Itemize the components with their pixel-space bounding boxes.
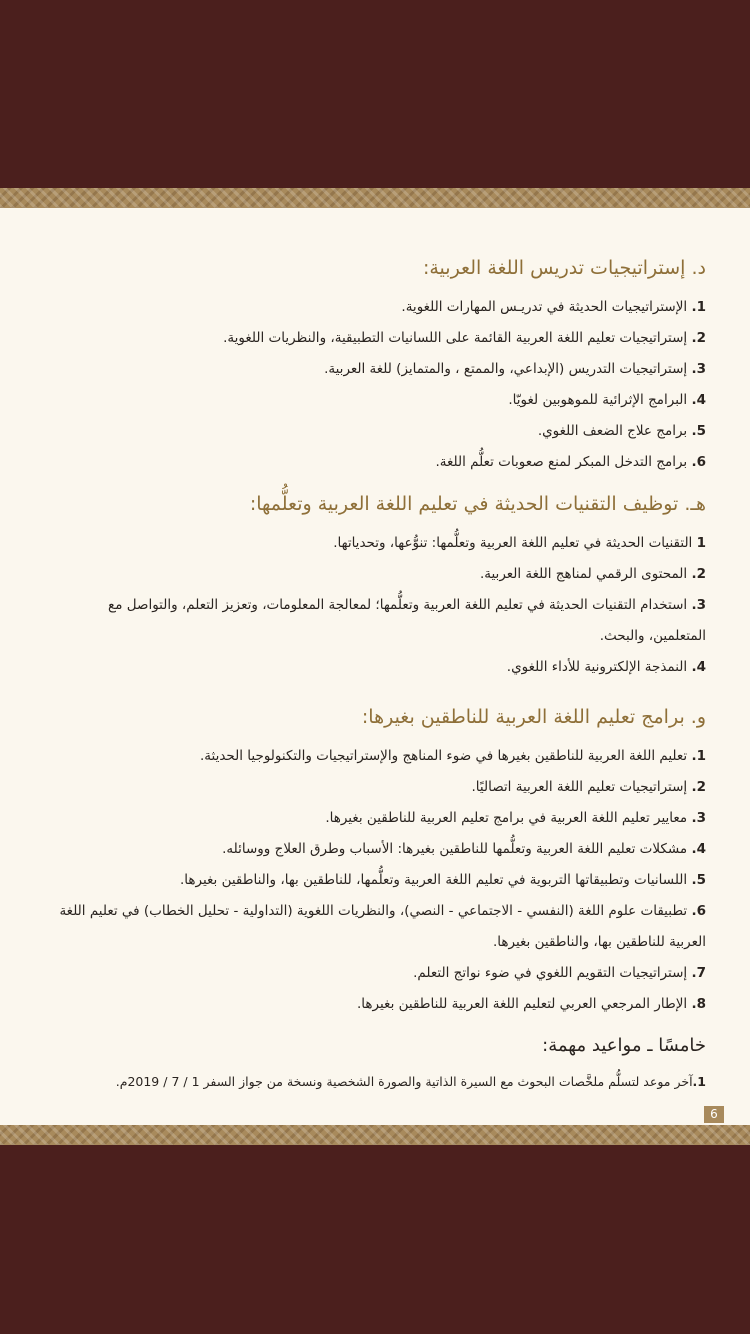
item-text: إستراتيجيات التقويم اللغوي في ضوء نواتج التعلم.	[413, 965, 692, 981]
document-page	[0, 208, 750, 1125]
item-number: 1.	[691, 748, 706, 764]
item-number: 4.	[691, 392, 706, 408]
bottom-ornament-band	[0, 1125, 750, 1145]
item-text: إستراتيجيات التدريس (الإبداعي، والممتع ، والمتمايز) للغة العربية.	[324, 361, 692, 377]
list-item	[50, 834, 706, 865]
item-text: اللسانيات وتطبيقاتها التربوية في تعليم اللغة العربية وتعلُّمها، للناطقين بها، والناطقين بغيرها.	[179, 872, 692, 888]
list-item	[50, 741, 706, 772]
item-number: 3.	[691, 810, 706, 826]
item-text: التقنيات الحديثة في تعليم اللغة العربية وتعلُّمها: تنوُّعها، وتحدياتها.	[333, 535, 697, 551]
list-item	[50, 354, 706, 385]
item-number: 4.	[691, 659, 706, 675]
item-text: استخدام التقنيات الحديثة في تعليم اللغة العربية وتعلُّمها؛ لمعالجة المعلومات، وتعزيز التعلم، والتواصل مع المتعلمين، والبحث.	[108, 597, 706, 644]
item-number: 1.	[692, 1074, 706, 1089]
item-text: البرامج الإثرائية للموهوبين لغويّا.	[508, 392, 692, 408]
item-number: 7.	[691, 965, 706, 981]
item-text: برامج التدخل المبكر لمنع صعوبات تعلُّم اللغة.	[435, 454, 692, 470]
list-item	[50, 385, 706, 416]
page-number: 6	[704, 1106, 724, 1123]
list-item	[50, 958, 706, 989]
item-text: برامج علاج الضعف اللغوي.	[537, 423, 692, 439]
list-item	[50, 1066, 706, 1097]
item-number: 3.	[691, 597, 706, 613]
item-number: 2.	[691, 330, 706, 346]
important-dates-title: خامسًا ـ مواعيد مهمة:	[542, 1035, 706, 1056]
item-number: 2.	[691, 566, 706, 582]
item-text: الإطار المرجعي العربي لتعليم اللغة العربية للناطقين بغيرها.	[357, 996, 692, 1012]
list-item	[50, 528, 706, 559]
item-number: 1	[696, 535, 706, 551]
item-number: 6.	[691, 903, 706, 919]
item-text: آخر موعد لتسلُّم ملخَّصات البحوث مع السيرة الذاتية والصورة الشخصية ونسخة من جواز السفر 1 / 7 / 2019م.	[115, 1074, 693, 1089]
item-text: النمذجة الإلكترونية للأداء اللغوي.	[506, 659, 692, 675]
list-item	[50, 559, 706, 590]
document-content	[50, 254, 706, 1097]
item-number: 5.	[691, 423, 706, 439]
item-text: تطبيقات علوم اللغة (النفسي - الاجتماعي - النصي)، والنظريات اللغوية (التداولية - تحليل الخطاب) في تعليم اللغة العربية للناطقين بها، والناطقين بغيرها.	[59, 903, 706, 950]
list-item	[50, 772, 706, 803]
list-item	[50, 416, 706, 447]
item-text: معايير تعليم اللغة العربية في برامج تعليم العربية للناطقين بغيرها.	[325, 810, 692, 826]
list-item	[50, 803, 706, 834]
list-item	[50, 896, 706, 958]
item-number: 5.	[691, 872, 706, 888]
section-title-d: د. إستراتيجيات تدريس اللغة العربية:	[422, 257, 706, 279]
list-item	[50, 292, 706, 323]
item-number: 4.	[691, 841, 706, 857]
item-number: 8.	[691, 996, 706, 1012]
list-item	[50, 590, 706, 652]
top-ornament-band	[0, 188, 750, 208]
item-number: 2.	[691, 779, 706, 795]
item-text: مشكلات تعليم اللغة العربية وتعلُّمها للناطقين بغيرها: الأسباب وطرق العلاج ووسائله.	[222, 841, 692, 857]
list-item	[50, 989, 706, 1020]
item-text: الإستراتيجيات الحديثة في تدريـس المهارات اللغوية.	[401, 299, 692, 315]
section-title-h: هـ. توظيف التقنيات الحديثة في تعليم اللغة العربية وتعلُّمها:	[249, 493, 706, 515]
item-number: 1.	[691, 299, 706, 315]
list-item	[50, 323, 706, 354]
item-text: إستراتيجيات تعليم اللغة العربية القائمة على اللسانيات التطبيقية، والنظريات اللغوية.	[223, 330, 692, 346]
item-number: 3.	[691, 361, 706, 377]
list-item	[50, 652, 706, 683]
section-title-w: و. برامج تعليم اللغة العربية للناطقين بغيرها:	[361, 706, 706, 728]
item-text: تعليم اللغة العربية للناطقين بغيرها في ضوء المناهج والإستراتيجيات والتكنولوجيا الحديثة.	[199, 748, 692, 764]
list-item	[50, 865, 706, 896]
item-text: إستراتيجيات تعليم اللغة العربية اتصاليًا.	[471, 779, 692, 795]
item-text: المحتوى الرقمي لمناهج اللغة العربية.	[479, 566, 692, 582]
list-item	[50, 447, 706, 478]
item-number: 6.	[691, 454, 706, 470]
